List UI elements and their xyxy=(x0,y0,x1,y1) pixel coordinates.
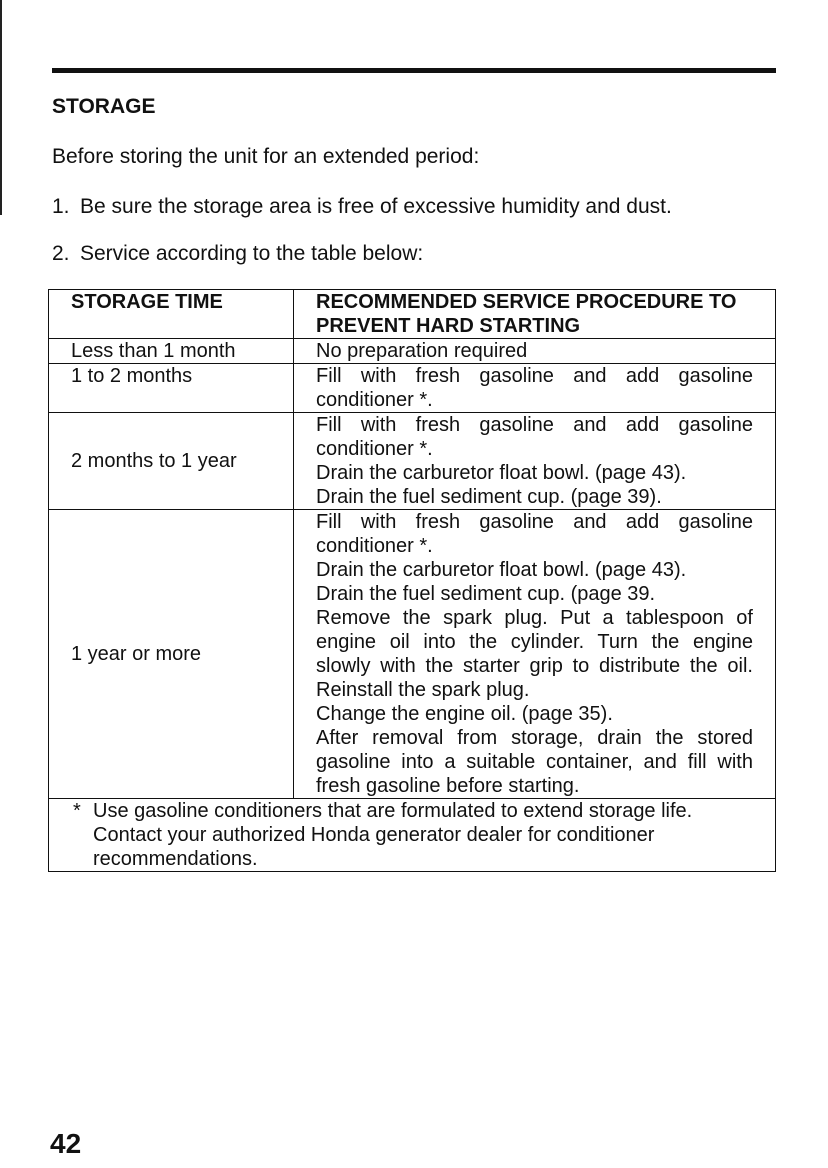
top-rule xyxy=(52,68,776,73)
procedure-line: No preparation required xyxy=(316,340,528,362)
footnote-line: Use gasoline conditioners that are formulated to extend storage life. xyxy=(93,800,693,822)
procedure-line: Drain the carburetor float bowl. (page 43). xyxy=(316,559,687,581)
table-row xyxy=(49,413,776,510)
procedure-cell xyxy=(294,339,776,364)
procedure-line: Drain the fuel sediment cup. (page 39. xyxy=(316,583,656,605)
procedure-line: Drain the carburetor float bowl. (page 43). xyxy=(316,462,687,484)
procedure-line: Fill with fresh gasoline and add gasoline conditioner *. xyxy=(316,511,753,557)
step-text: Be sure the storage area is free of excessive humidity and dust. xyxy=(80,195,672,218)
procedure-line: Remove the spark plug. Put a tablespoon of engine oil into the cylinder. Turn the engine slowly with the starter grip to distribute the oil. Reinstall the spark plug. xyxy=(316,607,753,701)
header-procedure: RECOMMENDED SERVICE PROCEDURE TO PREVENT HARD STARTING xyxy=(294,290,776,339)
procedure-line: After removal from storage, drain the stored gasoline into a suitable container, and fill with fresh gasoline before starting. xyxy=(316,727,753,797)
page-edge-bar xyxy=(0,0,2,215)
procedure-line: Fill with fresh gasoline and add gasoline conditioner *. xyxy=(316,365,753,411)
step-number: 2. xyxy=(52,242,70,265)
procedure-cell xyxy=(294,413,776,510)
procedure-line: Fill with fresh gasoline and add gasoline conditioner *. xyxy=(316,414,753,460)
procedure-line: Change the engine oil. (page 35). xyxy=(316,703,613,725)
storage-time-cell: 2 months to 1 year xyxy=(49,413,294,510)
step-text: Service according to the table below: xyxy=(80,242,424,265)
footnote-marker: * xyxy=(73,800,81,822)
storage-time-cell: 1 year or more xyxy=(49,510,294,799)
procedure-cell xyxy=(294,510,776,799)
section-title: STORAGE xyxy=(52,95,156,118)
intro-text: Before storing the unit for an extended period: xyxy=(52,145,480,168)
footnote-cell xyxy=(49,799,776,872)
footnote-line: Contact your authorized Honda generator dealer for conditioner recommendations. xyxy=(93,824,655,870)
footnote-row xyxy=(49,799,776,872)
table-row xyxy=(49,364,776,413)
table-row xyxy=(49,510,776,799)
page-number: 42 xyxy=(50,1128,82,1159)
step-1 xyxy=(52,195,672,219)
procedure-line: Drain the fuel sediment cup. (page 39). xyxy=(316,486,662,508)
step-2 xyxy=(52,242,423,266)
header-storage-time: STORAGE TIME xyxy=(49,290,294,339)
storage-time-cell: 1 to 2 months xyxy=(49,364,294,413)
table-header-row xyxy=(49,290,776,339)
step-number: 1. xyxy=(52,195,70,218)
table-row xyxy=(49,339,776,364)
storage-table xyxy=(48,289,776,872)
procedure-cell xyxy=(294,364,776,413)
storage-time-cell: Less than 1 month xyxy=(49,339,294,364)
